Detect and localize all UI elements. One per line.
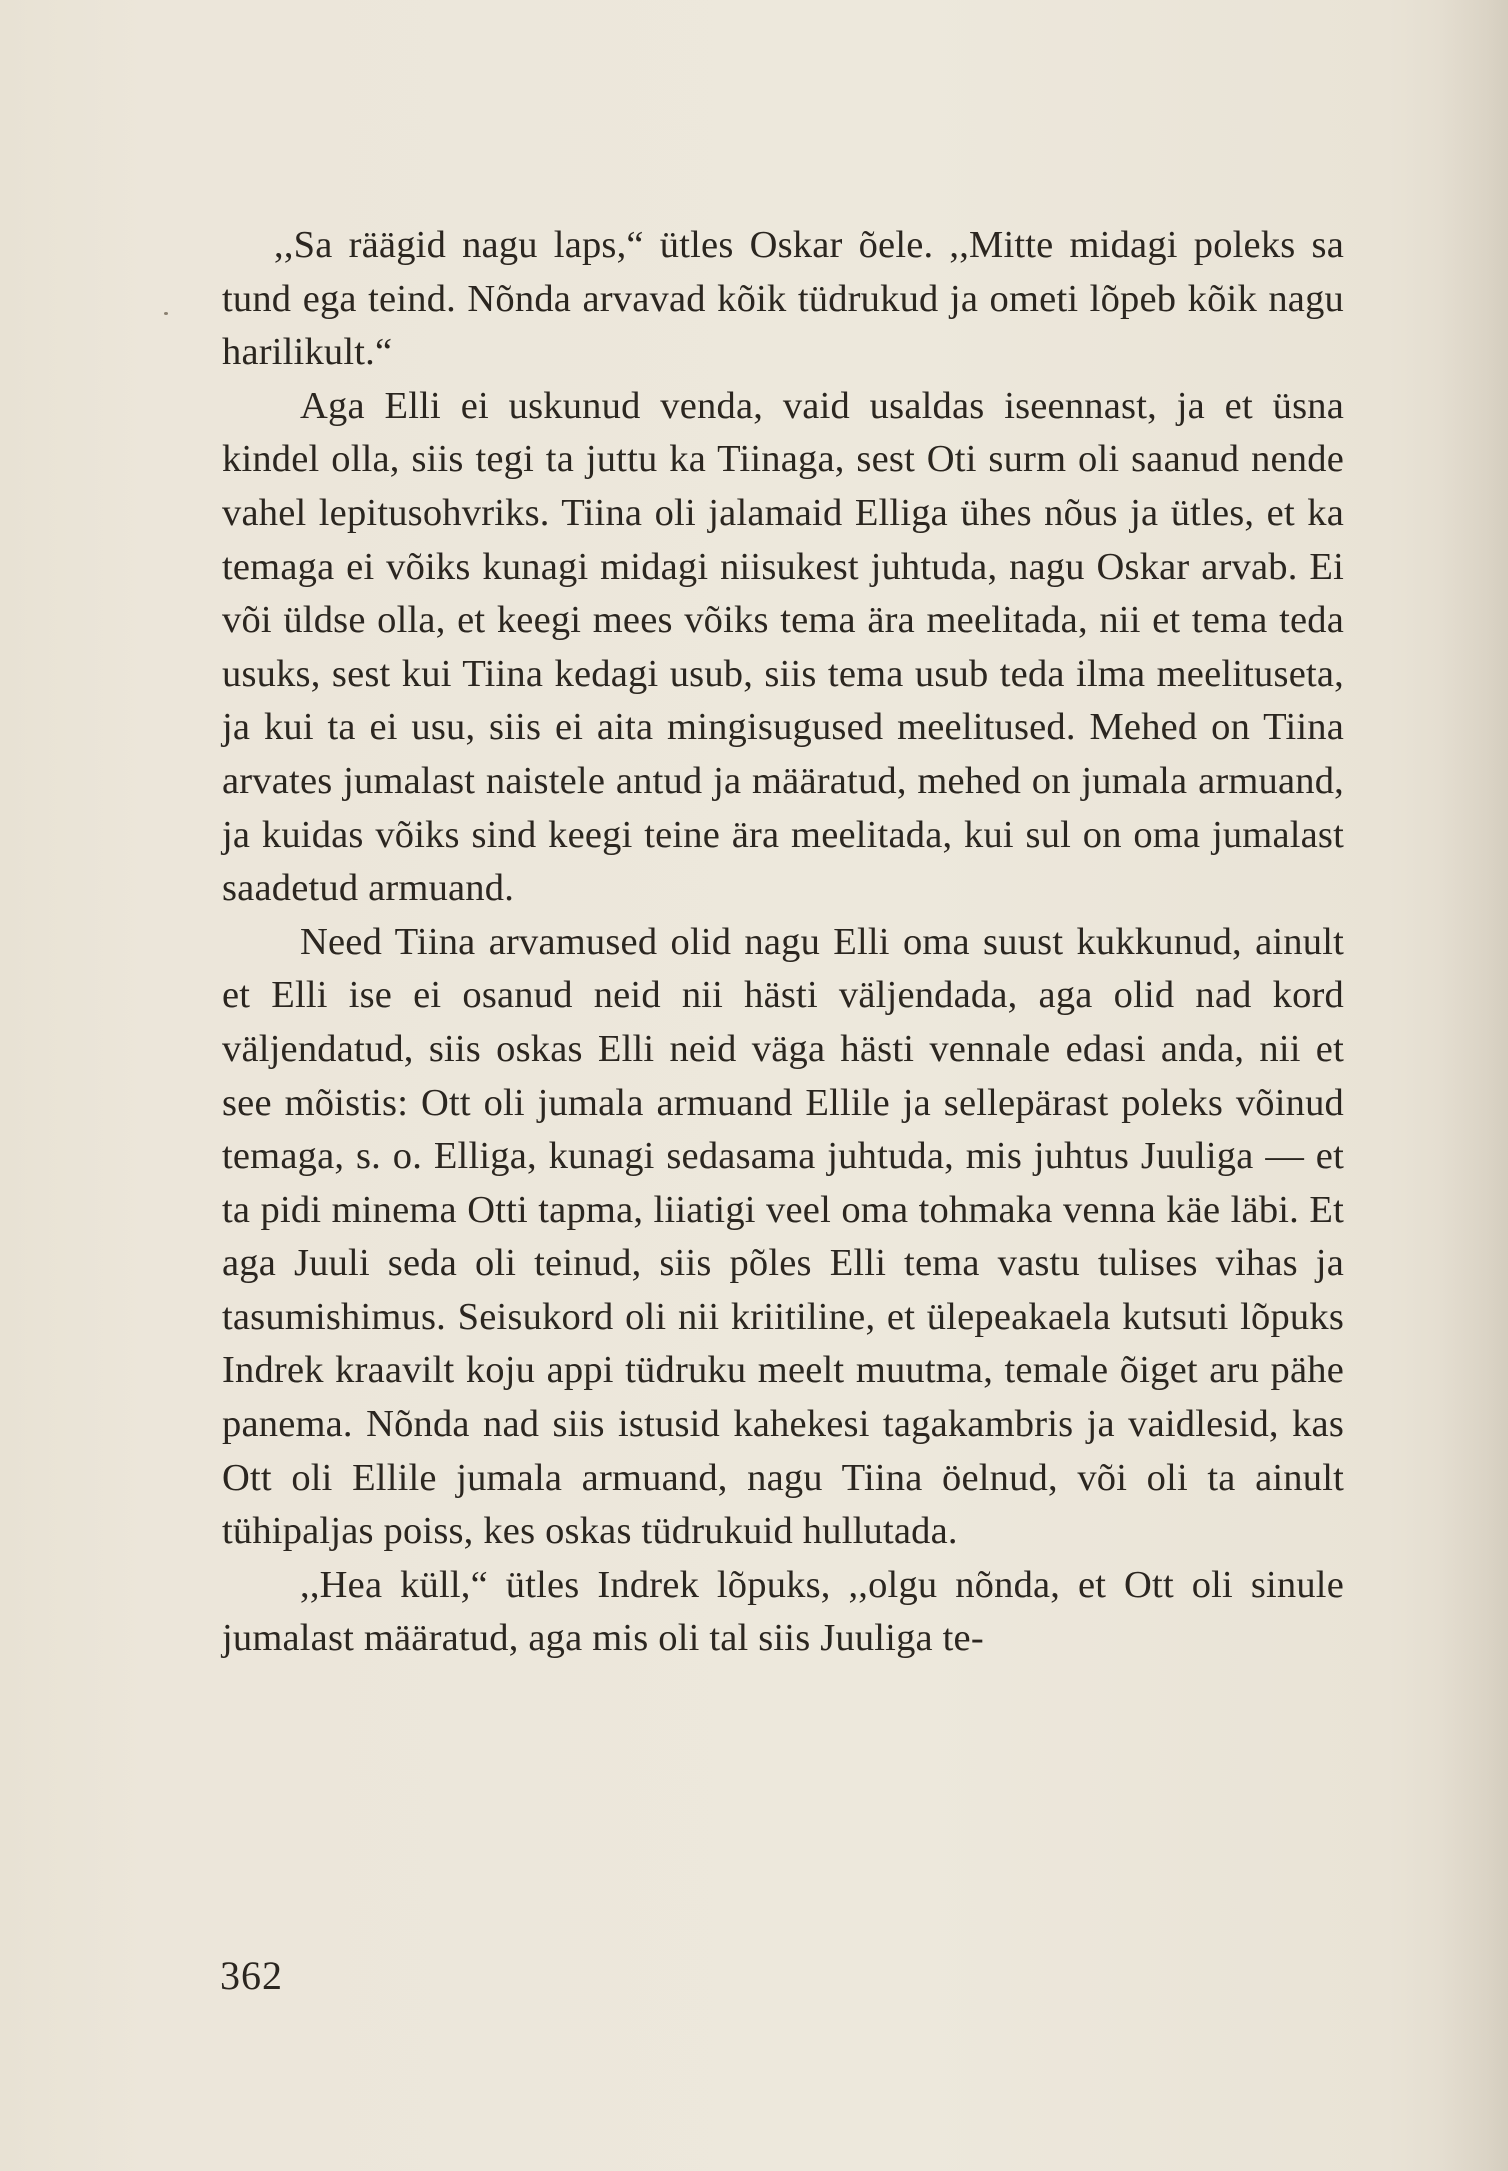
paragraph-2: Aga Elli ei uskunud venda, vaid usaldas iseennast, ja et üsna kindel olla, siis tegi ta juttu ka Tiinaga, sest Oti surm oli saanud nende vahel lepitusohvriks. Tiina oli jalamaid Elliga ühes nõus ja ütles, et ka temaga ei võiks kunagi midagi niisukest juhtuda, nagu Oskar arvab. Ei või üldse olla, et keegi mees võiks tema ära meelitada, nii et tema teda usuks, sest kui Tiina kedagi usub, siis tema usub teda ilma meelituseta, ja kui ta ei usu, siis ei aita mingisugused meelitused. Mehed on Tiina arvates jumalast naistele antud ja määratud, mehed on jumala armuand, ja kuidas võiks sind keegi teine ära meelitada, kui sul on oma jumalast saadetud armuand. [222,384,1344,910]
paragraph-4: ,,Hea küll,“ ütles Indrek lõpuks, ,,olgu nõnda, et Ott oli sinule jumalast määratud, aga mis oli tal siis Juuliga te- [222,1563,1344,1660]
page-crease-shadow [1438,0,1508,2171]
paper-speck [164,312,168,315]
body-text [222,219,1344,1666]
paragraph-1: ,,Sa räägid nagu laps,“ ütles Oskar õele. ,,Mitte midagi poleks sa tund ega teind. Nõnda arvavad kõik tüdrukud ja ometi lõpeb kõik nagu harilikult.“ [222,224,1344,374]
page-number: 362 [220,1953,283,1998]
paragraph-3: Need Tiina arvamused olid nagu Elli oma suust kukkunud, ainult et Elli ise ei osanud neid nii hästi väljendada, aga olid nad kord väljendatud, siis oskas Elli neid väga hästi vennale edasi anda, nii et see mõistis: Ott oli jumala armuand Ellile ja sellepärast poleks võinud temaga, s. o. Elliga, kunagi sedasama juhtuda, mis juhtus Juuliga — et ta pidi minema Otti tapma, liiatigi veel oma tohmaka venna käe läbi. Et aga Juuli seda oli teinud, siis põles Elli tema vastu tulises vihas ja tasumishimus. Seisukord oli nii kriitiline, et ülepeakaela kutsuti lõpuks Indrek kraavilt koju appi tüdruku meelt muutma, temale õiget aru pähe panema. Nõnda nad siis istusid kahekesi tagakambris ja vaidlesid, kas Ott oli Ellile jumala armuand, nagu Tiina öelnud, või oli ta ainult tühipaljas poiss, kes oskas tüdrukuid hullutada. [222,920,1344,1553]
